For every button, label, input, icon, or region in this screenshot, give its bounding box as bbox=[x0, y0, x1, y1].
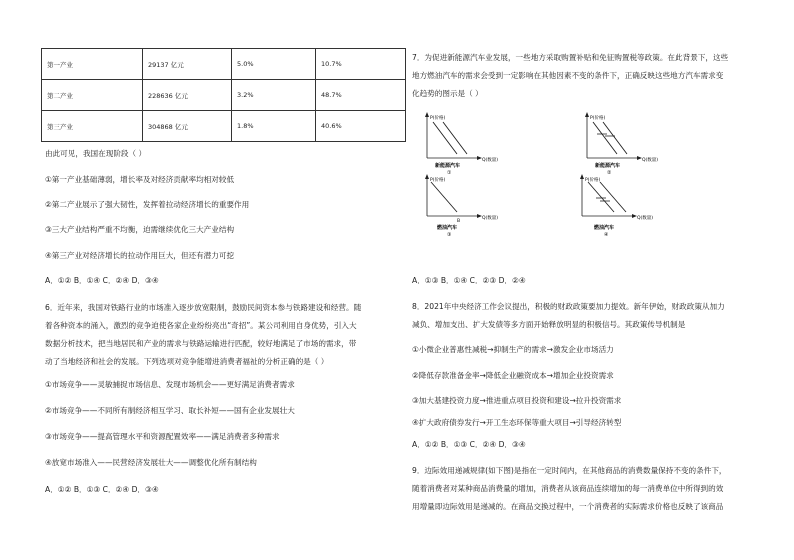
table-cell: 48.7% bbox=[316, 80, 406, 111]
q7-line: 化趋势的图示是（ ） bbox=[412, 89, 483, 98]
q8-option: ④扩大政府债券发行→开工生态环保等重大项目→引导经济转型 bbox=[412, 418, 622, 427]
q6-option: ①市场竞争——灵敏捕捉市场信息、发现市场机会——更好满足消费者需求 bbox=[45, 380, 295, 389]
demand-graph-4 bbox=[570, 172, 680, 240]
q5-option: ②第二产业展示了强大韧性，发挥着拉动经济增长的重要作用 bbox=[45, 200, 250, 209]
q8-option: ①小微企业普惠性减税→抑制生产的需求→激发企业市场活力 bbox=[412, 345, 614, 354]
graph-caption: 燃油汽车 bbox=[594, 225, 615, 231]
q9-line: 9．边际效用递减规律(如下图)是指在一定时间内，在其他商品的消费数量保持不变的条件下， bbox=[412, 466, 727, 475]
q6-option: ④放宽市场准入——民营经济发展壮大——调整优化所有制结构 bbox=[45, 458, 257, 467]
table-cell: 40.6% bbox=[316, 111, 406, 142]
q7-line: 地方燃油汽车的需求会受到一定影响在其他因素不变的条件下，正确反映这些地方汽车需求变 bbox=[412, 71, 724, 80]
table-cell: 第三产业 bbox=[42, 111, 143, 142]
axis-label-x: Q(数量) bbox=[482, 216, 499, 221]
table-cell: 第一产业 bbox=[42, 49, 143, 80]
axis-label-y: P(价格) bbox=[590, 116, 606, 121]
table-cell: 第二产业 bbox=[42, 80, 143, 111]
graph-note: B bbox=[457, 219, 461, 224]
table-row bbox=[42, 111, 406, 142]
q8-option: ③加大基建投资力度→推进重点项目投资和建设→拉升投资需求 bbox=[412, 396, 622, 405]
demand-graph-1 bbox=[415, 110, 525, 178]
q6-line: 数据分析技术，把当地居民和产业的需求与铁路运输进行匹配，较好地满足了市场的需求，带 bbox=[45, 339, 357, 348]
table-cell: 29137 亿元 bbox=[143, 49, 232, 80]
q6-option: ③市场竞争——提高管理水平和资源配置效率——满足消费者多种需求 bbox=[45, 432, 280, 441]
q6-option: ②市场竞争——不同所有制经济相互学习、取长补短——国有企业发展壮大 bbox=[45, 406, 295, 415]
axis-label-y: P(价格) bbox=[585, 178, 601, 183]
q6-line: 6．近年来，我国对铁路行业的市场准入逐步放宽限制，鼓励民间资本参与铁路建设和经营。随 bbox=[45, 303, 362, 312]
graph-number: ② bbox=[607, 170, 612, 176]
q7-line: 7．为促进新能源汽车业发展，一些地方采取购置补贴和免征购置税等政策。在此背景下，这些 bbox=[412, 53, 729, 62]
graph-number: ④ bbox=[604, 232, 609, 238]
table-row bbox=[42, 80, 406, 111]
table-row bbox=[42, 49, 406, 80]
axis-label-y: P(价格) bbox=[430, 116, 446, 121]
table-cell: 228636 亿元 bbox=[143, 80, 232, 111]
q8-line: 减负、增加支出、扩大发债等多方面开始释放明显的积极信号。其政策传导机制是 bbox=[412, 320, 686, 329]
q8-answers: A．①② B．①③ C．②④ D．③④ bbox=[412, 440, 526, 449]
q5-option: ①第一产业基础薄弱，增长率及对经济贡献率均相对较低 bbox=[45, 175, 235, 184]
graph-caption: 新能源汽车 bbox=[435, 163, 461, 169]
q5-option: ③三大产业结构严重不均衡，迫需继续优化三大产业结构 bbox=[45, 225, 235, 234]
q9-line: 随着消费者对某种商品消费量的增加，消费者从该商品连续增加的每一消费单位中所得到的效 bbox=[412, 484, 724, 493]
table-cell: 3.2% bbox=[232, 80, 316, 111]
q8-option: ②降低存款准备金率→降低企业融资成本→增加企业投资需求 bbox=[412, 371, 614, 380]
demand-graph-2 bbox=[575, 110, 685, 178]
q5-stem: 由此可见，我国在现阶段（ ） bbox=[45, 149, 147, 158]
q9-line: 用增量即边际效用是递减的。在商品交换过程中，一个消费者的实际需求价格也反映了该商品 bbox=[412, 502, 724, 511]
q6-line: 着各种资本的涌入，激烈的竞争迫使各家企业纷纷亮出“奇招”。某公司利用自身优势，引入大 bbox=[45, 321, 357, 330]
q8-line: 8．2021年中央经济工作会议提出，积极的财政政策要加力提效。新年伊始，财政政策从加力 bbox=[412, 302, 725, 311]
table-cell: 5.0% bbox=[232, 49, 316, 80]
q5-option: ④第三产业对经济增长的拉动作用巨大，但还有潜力可挖 bbox=[45, 251, 235, 260]
graph-number: ③ bbox=[447, 232, 452, 238]
graph-caption: 燃油汽车 bbox=[437, 225, 458, 231]
axis-label-x: Q(数量) bbox=[642, 158, 659, 163]
q6-answers: A．①② B．①③ C．②④ D．③④ bbox=[45, 485, 159, 494]
q7-answers: A．①③ B．①④ C．②③ D．②④ bbox=[412, 276, 526, 285]
table-cell: 304868 亿元 bbox=[143, 111, 232, 142]
q6-line: 动了当地经济和社会的发展。下列选项对竞争能增进消费者福祉的分析正确的是（ ） bbox=[45, 357, 329, 366]
axis-label-x: Q(数量) bbox=[482, 158, 499, 163]
axis-label-y: P(价格) bbox=[430, 178, 446, 183]
industry-table bbox=[41, 48, 406, 142]
graph-caption: 新能源汽车 bbox=[595, 163, 621, 169]
demand-graph-3 bbox=[415, 172, 525, 240]
axis-label-x: Q(数量) bbox=[637, 216, 654, 221]
table-cell: 10.7% bbox=[316, 49, 406, 80]
q5-answers: A．①② B．①④ C．②④ D．③④ bbox=[45, 276, 159, 285]
table-cell: 1.8% bbox=[232, 111, 316, 142]
graph-number: ① bbox=[447, 170, 452, 176]
